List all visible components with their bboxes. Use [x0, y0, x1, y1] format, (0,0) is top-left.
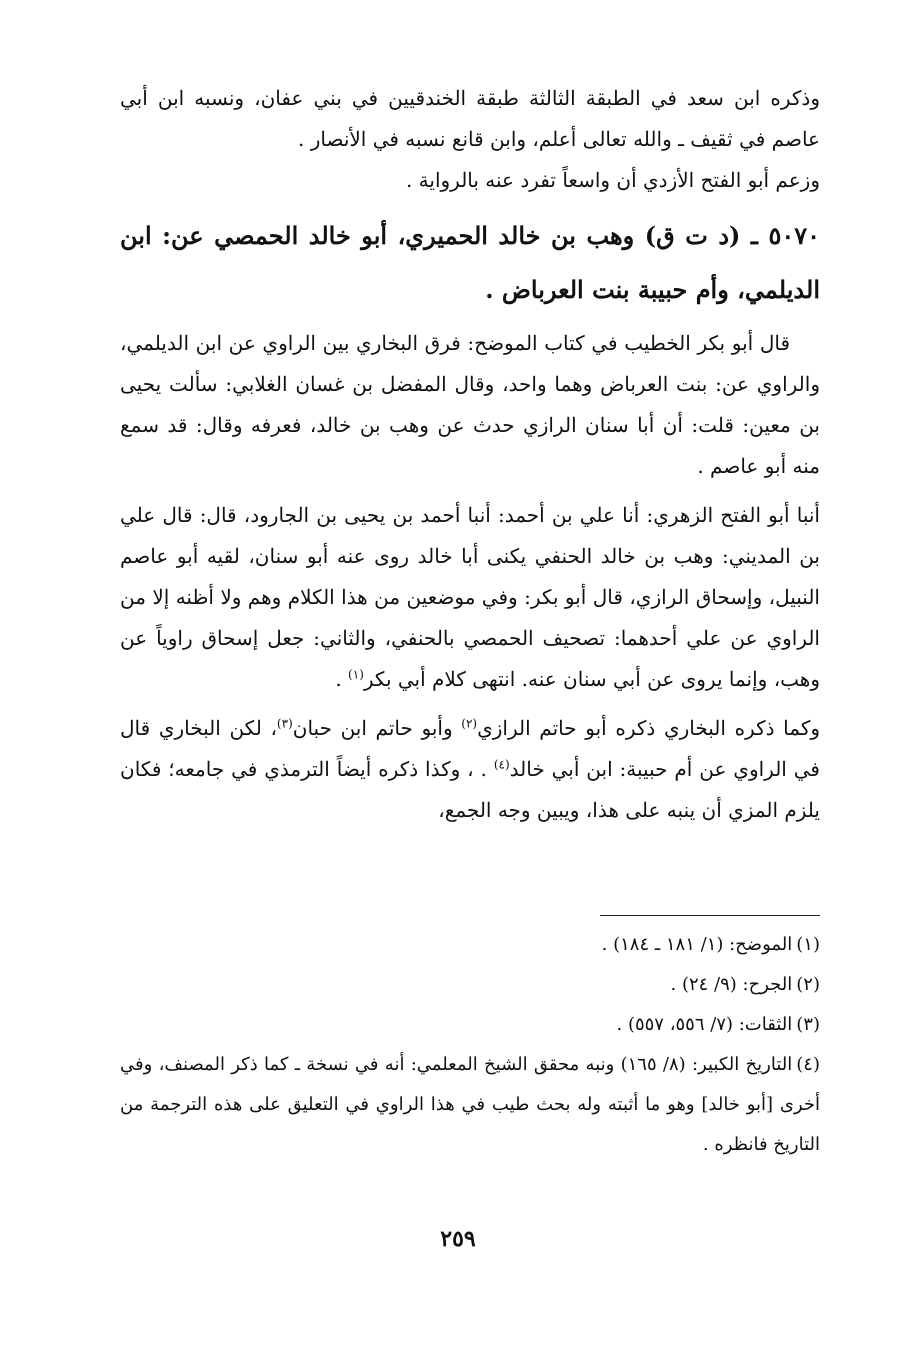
footnote-ref-3: (٣): [276, 716, 293, 731]
body-paragraph-2: [120, 495, 820, 700]
intro-paragraph-1: وذكره ابن سعد في الطبقة الثالثة طبقة الخندقيين في بني عفان، ونسبه ابن أبي عاصم في ثقيف ـ والله تعالى أعلم، وابن قانع نسبه في الأنصار .: [120, 86, 820, 151]
footnote-ref-4: (٤): [493, 757, 510, 772]
footnote-text: الجرح: (٩/ ٢٤) .: [670, 974, 793, 995]
body-paragraph-3-part-b: وأبو حاتم ابن حبان: [292, 716, 462, 740]
footnote-ref-2: (٢): [461, 716, 478, 731]
footnote-4: [120, 1045, 820, 1165]
body-paragraph-1: قال أبو بكر الخطيب في كتاب الموضح: فرق البخاري بين الراوي عن ابن الديلمي، والراوي عن: بنت العرباض وهما واحد، وقال المفضل بن غسان الغلابي: سألت يحيى بن معين: قلت: أن أبا سنان الرازي حدث عن وهب بن خالد، فعرفه وقال: قد سمع منه أبو عاصم .: [120, 331, 820, 478]
footnote-number: (١): [796, 934, 820, 955]
footnote-divider: [600, 915, 820, 916]
footnote-number: (٢): [796, 974, 820, 995]
footnote-text: الثقات: (٧/ ٥٥٦، ٥٥٧) .: [616, 1014, 793, 1035]
body-paragraph-3: [120, 708, 820, 831]
body-paragraph-2-text: أنبا أبو الفتح الزهري: أنا علي بن أحمد: أنبا أحمد بن يحيى بن الجارود، قال: قال علي بن المديني: وهب بن خالد الحنفي يكنى أبا خالد روى عنه أبو سنان، لقيه أبو عاصم النبيل، وإسحاق الرازي، قال أبو بكر: وفي موضعين من هذا الكلام وهم ولا أظنه إلا من الراوي عن علي أحدهما: تصحيف الحمصي بالحنفي، والثاني: جعل إسحاق راوياً عن وهب، وإنما يروى عن أبي سنان عنه. انتهى كلام أبي بكر: [120, 503, 820, 691]
footnote-1: [120, 925, 820, 965]
body-paragraph-2-end: .: [335, 667, 349, 691]
footnote-ref-1: (١): [348, 667, 364, 682]
body-paragraph-3-part-c: ، لكن البخاري قال في الراوي عن أم حبيبة: ابن أبي خالد: [120, 716, 820, 781]
footnote-2: [120, 965, 820, 1005]
footnote-3: [120, 1005, 820, 1045]
footnote-number: (٤): [796, 1054, 820, 1075]
page-body: [120, 78, 820, 831]
intro-paragraph-2: وزعم أبو الفتح الأزدي أن واسعاً تفرد عنه بالرواية .: [405, 168, 820, 192]
body-paragraph-3-part-d: . ، وكذا ذكره أيضاً الترمذي في جامعه؛ فكان يلزم المزي أن ينبه على هذا، ويبين وجه الجمع،: [120, 757, 820, 822]
footnote-number: (٣): [796, 1014, 820, 1035]
entry-heading: ٥٠٧٠ ـ (د ت ق) وهب بن خالد الحميري، أبو خالد الحمصي عن: ابن الديلمي، وأم حبيبة بنت العرباض .: [120, 221, 821, 304]
footnote-text: الموضح: (١/ ١٨١ ـ ١٨٤) .: [601, 934, 793, 955]
footnote-text: التاريخ الكبير: (٨/ ١٦٥) ونبه محقق الشيخ المعلمي: أنه في نسخة ـ كما ذكر المصنف، وفي أخرى [أبو خالد] وهو ما أثبته وله بحث طيب في هذا الراوي في التعليق على هذه الترجمة من التاريخ فانظره .: [120, 1054, 820, 1155]
body-paragraph-3-part-a: وكما ذكره البخاري ذكره أبو حاتم الرازي: [477, 716, 820, 740]
page-number: ٢٥٩: [440, 1226, 476, 1252]
footnotes: [120, 925, 820, 1165]
